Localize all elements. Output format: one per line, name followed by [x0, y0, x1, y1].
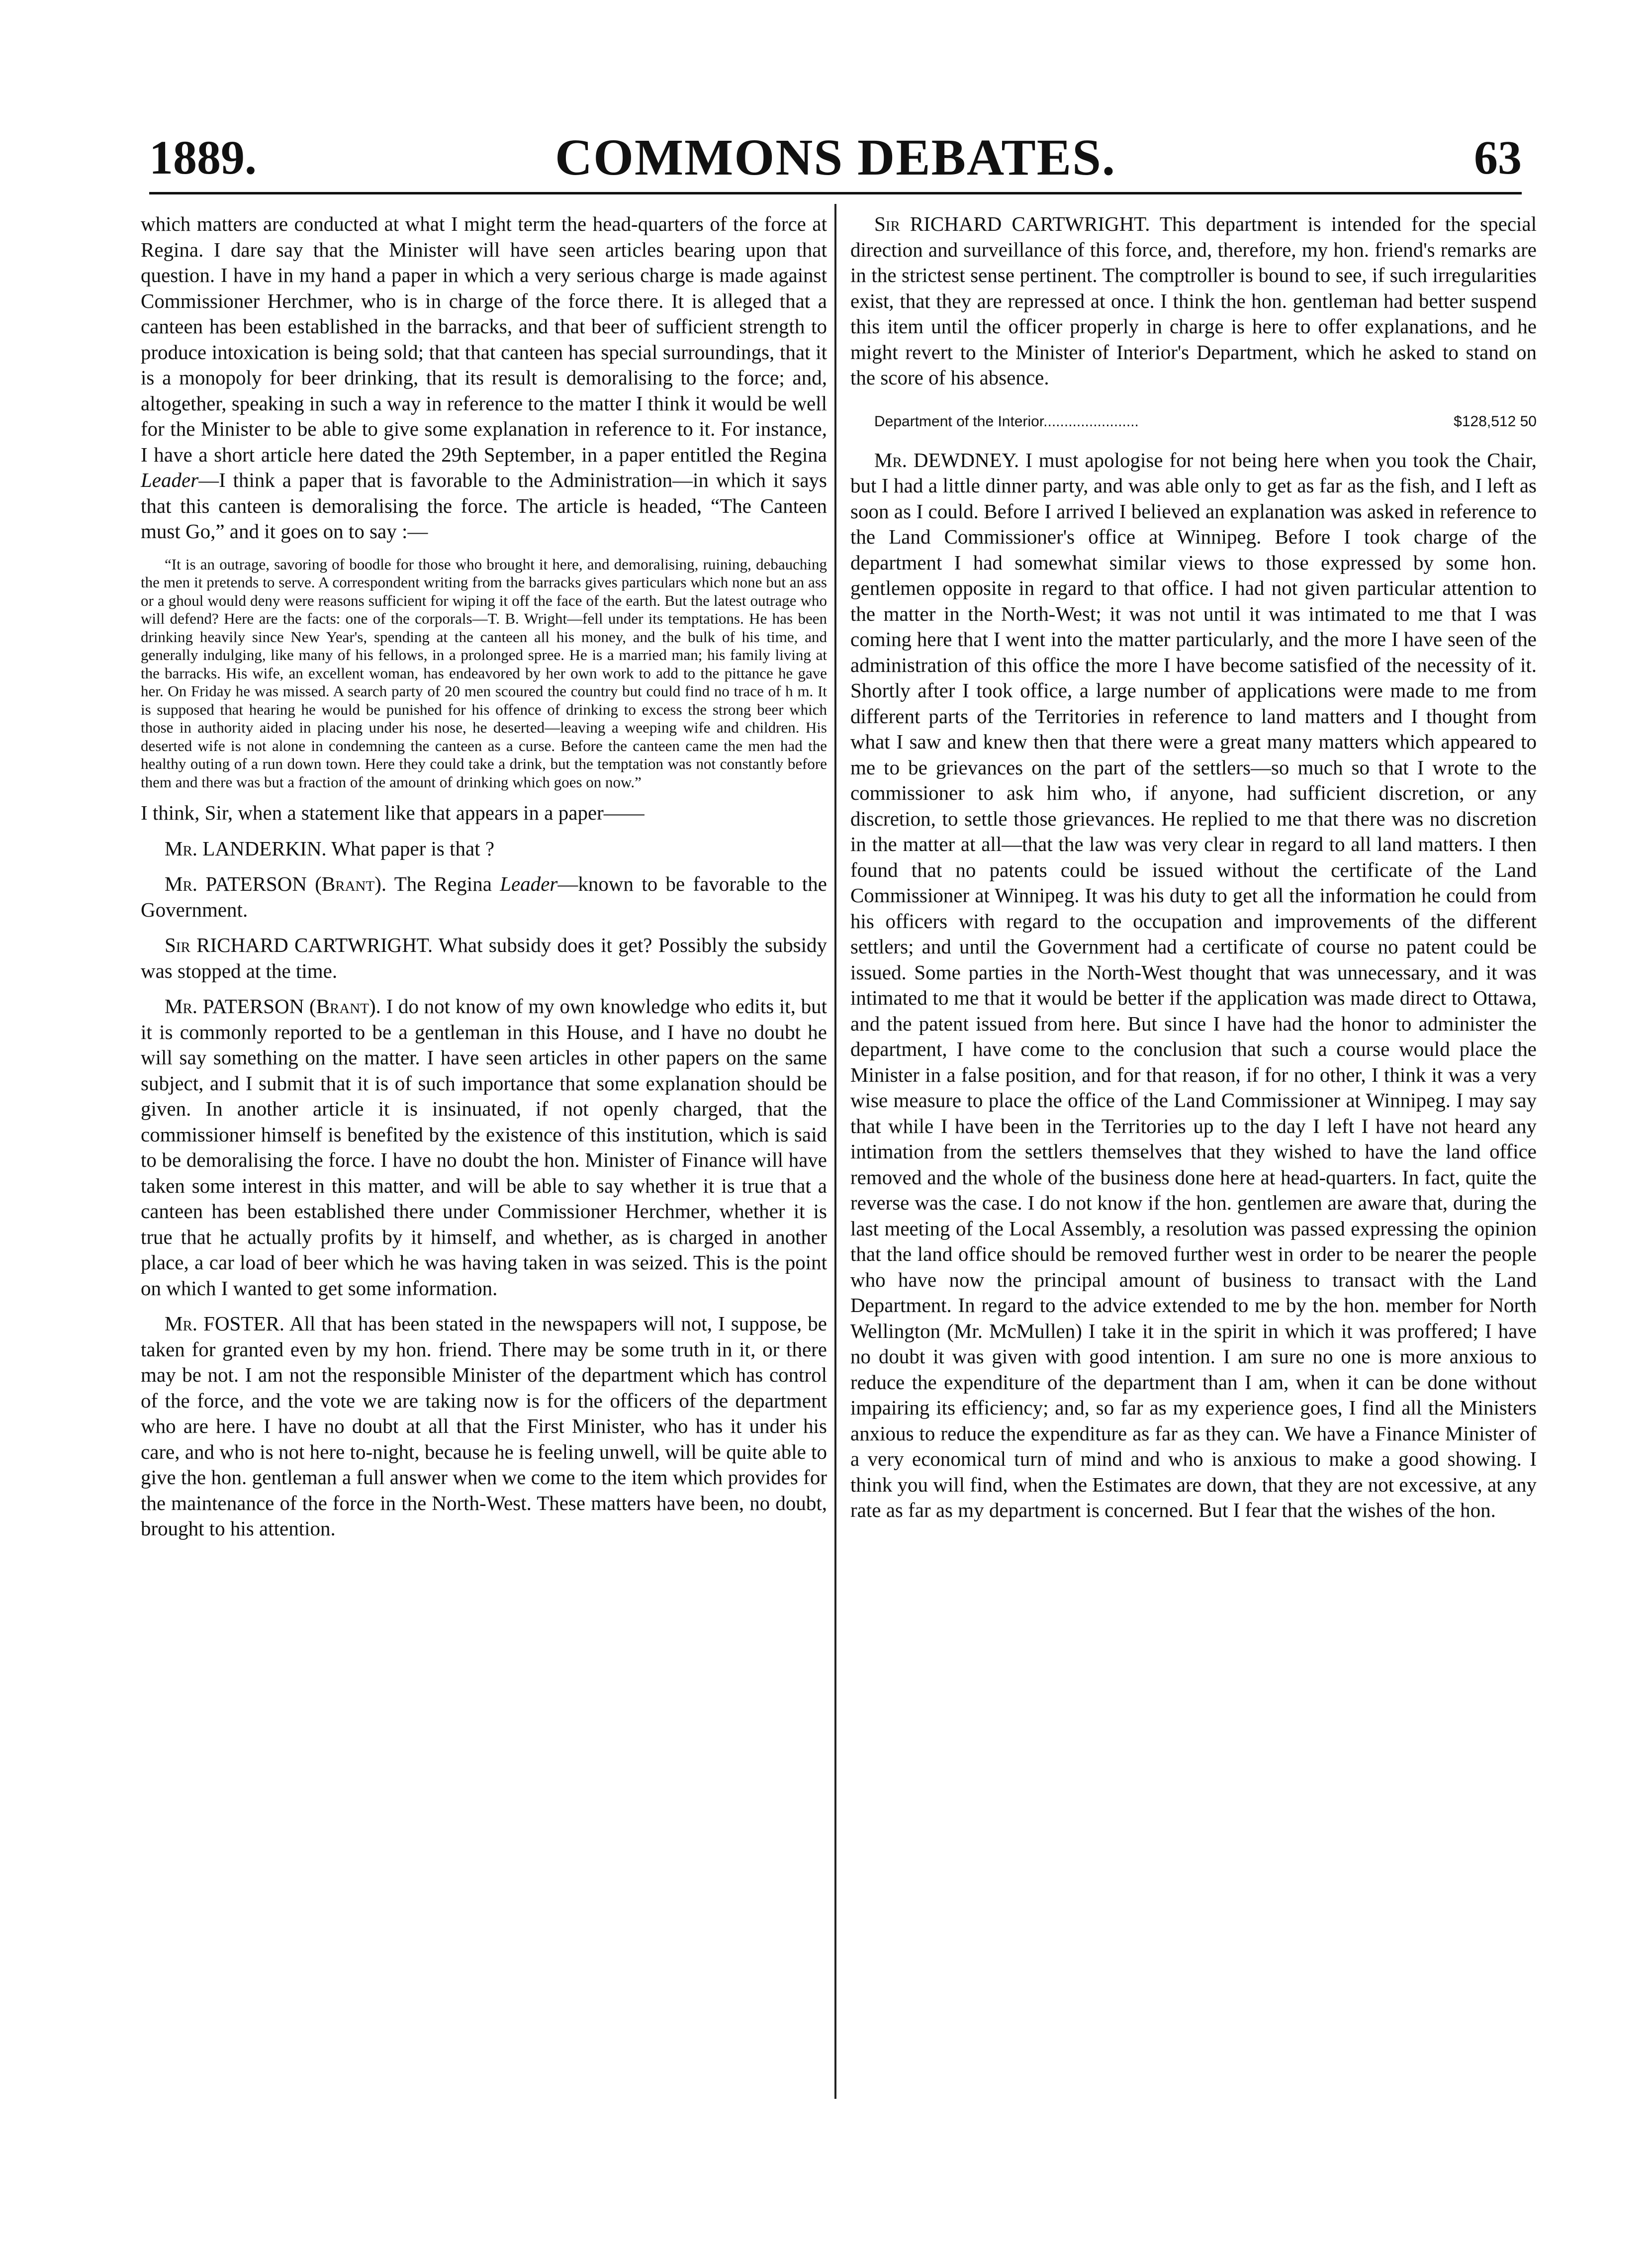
- right-column: [850, 211, 1537, 1523]
- estimate-item-label: Department of the Interior.......................: [874, 413, 1139, 430]
- speech-foster: Mr. FOSTER. All that has been stated in the newspapers will not, I suppose, be taken for granted even by my hon. friend. There may be some truth in it, or there may be not. I am not the responsible Minister of the department which has control of the force, and the vote we are taking now is for the officers of the department who are here. I have no doubt at all that the First Minister, who has it under his care, and who is not here to-night, because he is feeling unwell, will be quite able to give the hon. gentleman a full answer when we come to the item which provides for the maintenance of the force in the North-West. These matters have been, no doubt, brought to his attention.: [141, 1312, 827, 1540]
- speaker-name: Mr. LANDERKIN.: [165, 837, 327, 860]
- speech-landerkin: Mr. LANDERKIN. What paper is that ?: [165, 837, 495, 860]
- header-rule: [149, 192, 1522, 194]
- speech-paterson-1: Mr. PATERSON (Brant). The Regina Leader—known to be favorable to the Government.: [141, 872, 827, 921]
- speaker-name: Mr. PATERSON (Brant).: [165, 995, 381, 1018]
- estimate-item: [850, 411, 1537, 433]
- speaker-name: Mr. DEWDNEY.: [874, 448, 1019, 471]
- paragraph-canteen-intro: which matters are conducted at what I might term the head-quarters of the force at Regina. I dare say that the Minister will have seen articles bearing upon that question. I have in my hand a paper in which a very serious charge is made against Commissioner Herchmer, who is in charge of the force there. It is alleged that a canteen has been established in the barracks, and that beer of sufficient strength to produce intoxication is being sold; that that canteen has special surroundings, that it is a monopoly for beer drinking, that its result is demoralising to the force; and, altogether, speaking in such a way in reference to the matter I think it would be well for the Minister to be able to give some explanation in reference to it. For instance, I have a short article here dated the 29th September, in a paper entitled the Regina Leader—I think a paper that is favorable to the Administration—in which it says that this canteen is demoralising the force. The article is headed, “The Canteen must Go,” and it goes on to say :—: [141, 212, 827, 543]
- left-column: [141, 211, 827, 1542]
- speech-cartwright-2: Sir RICHARD CARTWRIGHT. This department is intended for the special direction and surveillance of this force, and, therefore, my hon. friend's remarks are in the strictest sense pertinent. The comptroller is bound to see, if such irregularities exist, that they are repressed at once. I think the hon. gentleman had better suspend this item until the officer properly in charge is here to offer explanations, and he might revert to the Minister of Interior's Department, which he asked to stand on the score of his absence.: [850, 212, 1537, 389]
- estimate-item-amount: $128,512 50: [1454, 413, 1537, 430]
- speech-paterson-2: Mr. PATERSON (Brant). I do not know of my own knowledge who edits it, but it is commonly reported to be a gentleman in this House, and I have no doubt he will say something on the matter. I have seen articles in other papers on the same subject, and I submit that it is of such importance that some explanation should be given. In another article it is insinuated, if not openly charged, that the commissioner himself is benefited by the existence of this institution, which is said to be demoralising the force. I have no doubt the hon. Minister of Finance will have taken some interest in this matter, and will be able to say whether it is true that a canteen has been established there under Commissioner Herchmer, whether it is true that he actually profits by it himself, and whether, as is charged in another place, a car load of beer which he was having taken in was seized. This is the point on which I wanted to get some information.: [141, 995, 827, 1300]
- speaker-name: Mr. PATERSON (Brant).: [165, 872, 387, 895]
- speaker-name: Sir RICHARD CARTWRIGHT.: [874, 212, 1150, 235]
- header-title: COMMONS DEBATES.: [555, 129, 1116, 186]
- header-page-number: 63: [1474, 131, 1522, 184]
- quoted-article: “It is an outrage, savoring of boodle for those who brought it here, and demoralising, ruining, debauching the men it pretends to serve. A correspondent writing from the barracks gives particulars which none but an ass or a ghoul would deny were reasons sufficient for wiping it off the face of the earth. But the latest outrage who will defend? Here are the facts: one of the corporals—T. B. Wright—fell under its temptations. He has been drinking heavily since New Year's, spending at the canteen all his money, and the bulk of his time, and generally indulging, like many of his fellows, in a prolonged spree. He is a married man; his family living at the barracks. His wife, an excellent woman, has endeavored by her own work to add to the pittance he gave her. On Friday he was missed. A search party of 20 men scoured the country but could find no trace of h m. It is supposed that hearing he would be punished for his offence of drinking to excess the strong beer which those in authority aided in placing under his nose, he deserted—leaving a weeping wife and children. His deserted wife is not alone in condemning the canteen as a curse. Before the canteen came the men had the healthy outing of a run down town. Here they could take a drink, but the temptation was not constantly before them and there was but a fraction of the amount of drinking which goes on now.”: [141, 555, 827, 791]
- column-divider: [834, 204, 836, 2099]
- speaker-name: Sir RICHARD CARTWRIGHT.: [165, 934, 433, 956]
- speech-cartwright-1: Sir RICHARD CARTWRIGHT. What subsidy does it get? Possibly the subsidy was stopped at the time.: [141, 934, 827, 982]
- page-header: [149, 130, 1522, 185]
- speech-dewdney: Mr. DEWDNEY. I must apologise for not being here when you took the Chair, but I had a little dinner party, and was able only to get as far as the fish, and I left as soon as I could. Before I arrived I believed an explanation was asked in reference to the Land Commissioner's office at Winnipeg. Before I took charge of the department I had somewhat similar views to those expressed by some hon. gentlemen opposite in regard to that office. I had not given particular attention to the matter in the North-West; it was not until it was intimated to me that I was coming here that I went into the matter particularly, and the more I have seen of the administration of this office the more I have become satisfied of the necessity of it. Shortly after I took office, a large number of applications were made to me from different parts of the Territories in reference to land matters and I thought from what I saw and knew then that there were a great many matters which appeared to me to be grievances on the part of the settlers—so much so that I wrote to the commissioner to ask him who, if anyone, had sufficient discretion, or any discretion, to settle those grievances. He replied to me that there was no discretion in the matter at all—that the law was very clear in regard to all land matters. I then found that no patents could be issued without the certificate of the Land Commissioner at Winnipeg. It was his duty to get all the information he could from his officers with regard to the occupation and improvements of the different settlers; and until the Government had a certificate of course no patent could be issued. Some parties in the North-West thought that was unnecessary, and it was intimated to me that it would be better if the application was made direct to Ottawa, and the patent issued from here. But since I have had the honor to administer the department, I have come to the conclusion that such a course would place the Minister in a false position, and for that reason, if for no other, I think it was a very wise measure to place the office of the Land Commissioner at Winnipeg. I may say that while I have been in the Territories up to the day I left I have not heard any intimation from the settlers themselves that they wished to have the land office removed and the whole of the business done here at head-quarters. In fact, quite the reverse was the case. I do not know if the hon. gentlemen are aware that, during the last meeting of the Local Assembly, a resolution was passed expressing the opinion that the land office should be removed further west in order to be nearer the people who have now the principal amount of business to transact with the Land Department. In regard to the advice extended to me by the hon. member for North Wellington (Mr. McMullen) I take it in the spirit in which it was proffered; I have no doubt it was given with good intention. I am sure no one is more anxious to reduce the expenditure of the department than I am, when it can be done without impairing its efficiency; and, so far as my experience goes, I find all the Ministers anxious to reduce the expenditure as far as they can. We have a Finance Minister of a very economical turn of mind and who is anxious to make a good showing. I think you will find, when the Estimates are down, that they are not excessive, at any rate as far as my department is concerned. But I fear that the wishes of the hon.: [850, 448, 1537, 1521]
- paragraph-statement: I think, Sir, when a statement like that appears in a paper——: [141, 801, 644, 824]
- speaker-name: Mr. FOSTER.: [165, 1312, 285, 1335]
- header-year: 1889.: [149, 131, 257, 184]
